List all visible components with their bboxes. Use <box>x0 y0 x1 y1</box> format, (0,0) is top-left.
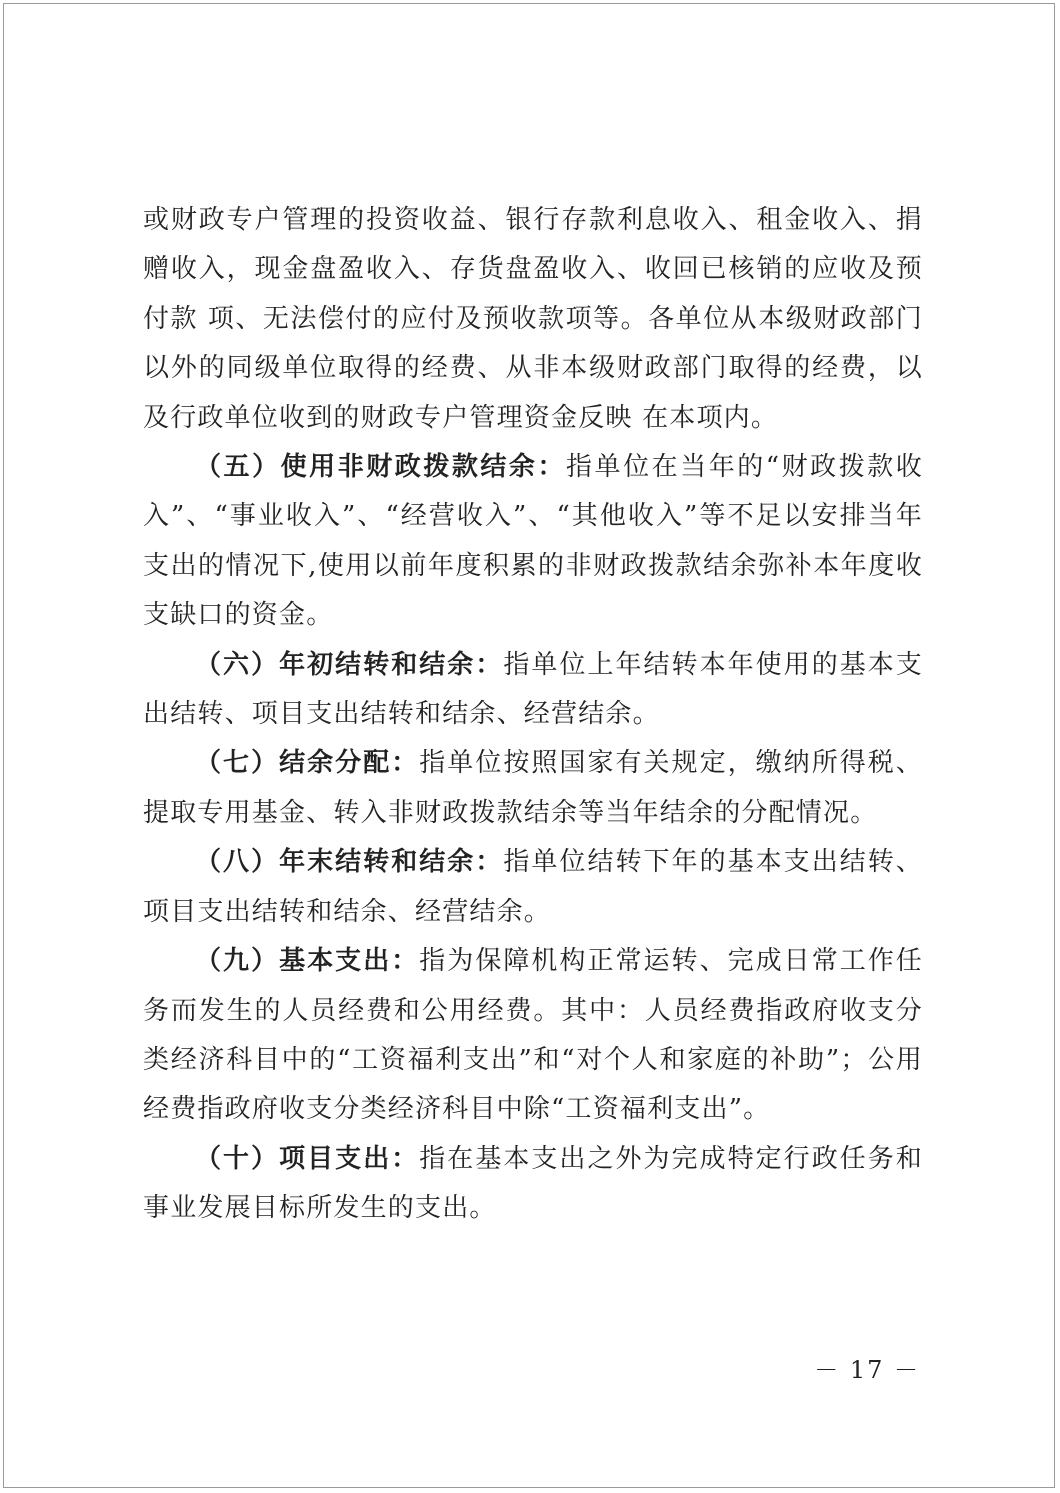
paragraph-item-8 <box>143 838 923 937</box>
page-number: － 17 － <box>814 1356 920 1384</box>
paragraph-item-10 <box>143 1135 923 1234</box>
item-7-text: 指单位按照国家有关规定，缴纳所得税、提取专用基金、转入非财政拨款结余等当年结余的分配情况。 <box>143 748 923 828</box>
item-7-term: （七）结余分配： <box>195 748 420 779</box>
paragraph-item-5 <box>143 443 923 641</box>
item-9-term: （九）基本支出： <box>195 946 420 977</box>
item-9-text: 指为保障机构正常运转、完成日常工作任务而发生的人员经费和公用经费。其中：人员经费指政府收支分类经济科目中的“工资福利支出”和“对个人和家庭的补助”；公用经费指政府收支分类经济科目中除“工资福利支出”。 <box>143 946 923 1125</box>
paragraph-item-6 <box>143 641 923 740</box>
paragraph-text: 或财政专户管理的投资收益、银行存款利息收入、租金收入、捐赠收入，现金盘盈收入、存货盘盈收入、收回已核销的应收及预付款 项、无法偿付的应付及预收款项等。各单位从本级财政部门以外的同级单位取得的经费、从非本级财政部门取得的经费，以及行政单位收到的财政专户管理资金反映 在本项内。 <box>143 205 923 433</box>
item-6-term: （六）年初结转和结余： <box>195 649 504 680</box>
item-6-text: 指单位上年结转本年使用的基本支出结转、项目支出结转和结余、经营结余。 <box>143 649 923 730</box>
item-5-text: 指单位在当年的“财政拨款收入”、“事业收入”、“经营收入”、“其他收入”等不足以安排当年支出的情况下,使用以前年度积累的非财政拨款结余弥补本年度收支缺口的资金。 <box>143 452 923 631</box>
item-10-term: （十）项目支出： <box>195 1143 420 1174</box>
item-10-text: 指在基本支出之外为完成特定行政任务和事业发展目标所发生的支出。 <box>143 1143 923 1224</box>
paragraph-revenue-continuation <box>143 196 923 443</box>
item-8-text: 指单位结转下年的基本支出结转、项目支出结转和结余、经营结余。 <box>143 847 923 927</box>
paragraph-item-7 <box>143 739 923 838</box>
paragraph-item-9 <box>143 937 923 1135</box>
document-body <box>143 196 923 1234</box>
item-8-term: （八）年末结转和结余： <box>195 847 504 878</box>
item-5-term: （五）使用非财政拨款结余： <box>195 452 567 483</box>
